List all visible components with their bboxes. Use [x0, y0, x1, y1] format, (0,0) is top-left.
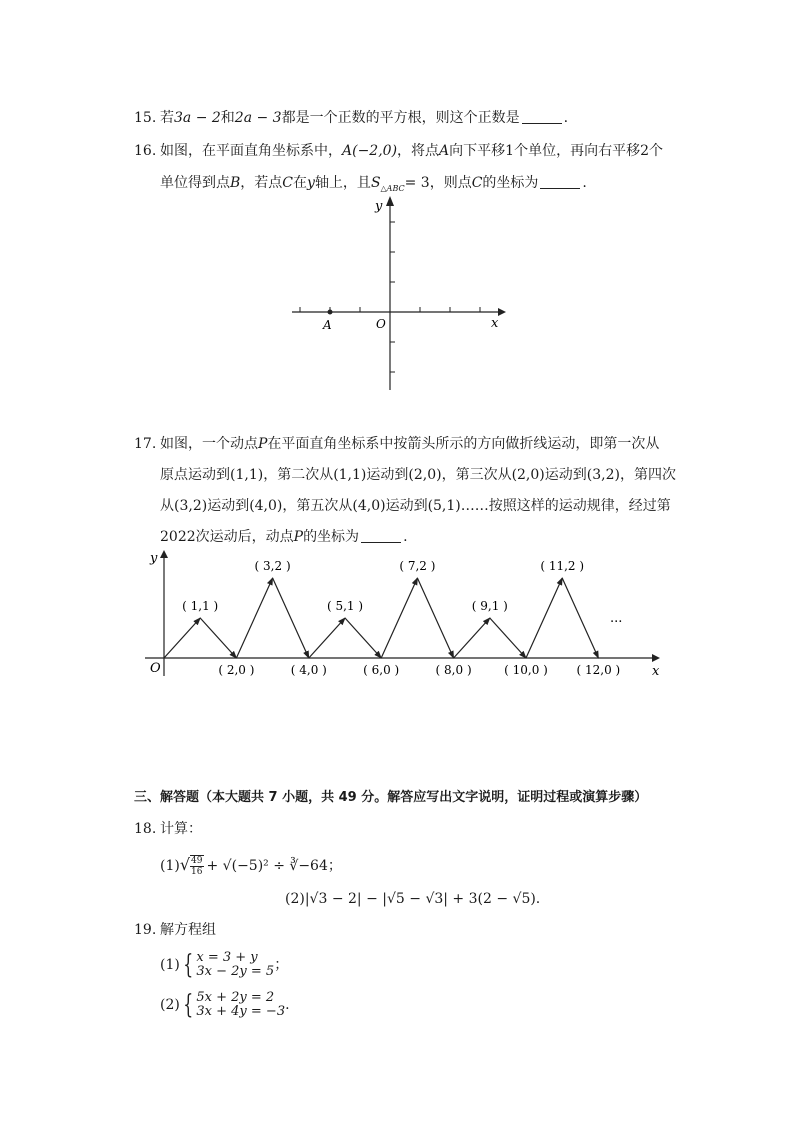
q17-y-arrow [160, 550, 168, 558]
q16-l2c: ，若点 [240, 175, 283, 191]
q19-p1-system [196, 951, 274, 979]
q16-l2j: = 3，则点 [404, 175, 472, 191]
q17-segment-6 [345, 618, 381, 658]
q19-title: 解方程组 [160, 922, 216, 938]
q16-l2a: 单位得到点 [160, 175, 230, 191]
q17-segment-3 [236, 578, 272, 658]
q17-segment-11 [526, 578, 562, 658]
q17-l1b: P [258, 436, 268, 452]
q18-number: 18. [134, 821, 157, 837]
q16-l2k: C [471, 175, 483, 191]
q15-text-b: 和 [220, 110, 235, 126]
q18-p1-expr: + √(−5)² ÷ ∛−64； [206, 858, 342, 874]
q17-motion-chart [140, 548, 670, 683]
q16-l2b: B [230, 175, 241, 191]
q17-segment-12 [562, 578, 598, 658]
q16-l2d: C [282, 175, 294, 191]
q17-point-label-12: ( 12,0 ) [576, 663, 621, 677]
q19-p2-system [196, 991, 285, 1019]
q17-segment-7 [381, 578, 417, 658]
q18-title: 计算： [160, 821, 202, 837]
q17-l1a: 如图，一个动点 [160, 436, 258, 452]
q19-p1-eq1: x = 3 + y [196, 950, 258, 965]
q16-area-s: S [370, 175, 381, 191]
q15-answer-blank[interactable] [522, 111, 562, 124]
q19-p2-eq2: 3x + 4y = −3 [196, 1004, 286, 1019]
q16-label-y: y [375, 199, 383, 214]
q17-point-label-4: ( 4,0 ) [290, 663, 327, 677]
q19-p2-eq1: 5x + 2y = 2 [196, 990, 275, 1005]
q19-p2-end: . [285, 997, 290, 1013]
q17-point-label-2: ( 2,0 ) [218, 663, 255, 677]
q16-l1c: ，将点 [397, 143, 440, 159]
q16-l1e: 向下平移1个单位，再向右平移2个 [449, 143, 663, 159]
q16-y-arrow [386, 196, 394, 206]
q16-l2e: 在 [293, 175, 308, 191]
q17-y-label: y [150, 551, 158, 566]
q16-point-a-dot [328, 310, 333, 315]
q19-p2-label: (2) [160, 997, 180, 1013]
q19-p1-end: ； [274, 957, 289, 973]
q18-p1-fraction [190, 855, 203, 877]
sqrt-icon: √ [179, 855, 191, 874]
q16-label-x: x [491, 316, 499, 331]
q17-l1c: 在平面直角坐标系中按箭头所示的方向做折线运动，即第一次从 [267, 436, 660, 452]
q17-point-label-11: ( 11,2 ) [540, 559, 585, 573]
q17-l4c: 的坐标为 [303, 529, 360, 545]
q16-label-o: O [376, 317, 386, 331]
q17-segment-5 [309, 618, 345, 658]
q18-p1-label: (1) [160, 858, 180, 874]
q16-area-sub: △ABC [380, 183, 405, 193]
q16-point-a: A(−2,0) [342, 143, 398, 159]
q17-point-label-5: ( 5,1 ) [326, 599, 364, 613]
q15-expr2: 2a − 3 [234, 110, 282, 126]
q17-segment-2 [200, 618, 236, 658]
q19-p1-label: (1) [160, 957, 180, 973]
q15-text-c: 都是一个正数的平方根，则这个正数是 [281, 110, 520, 126]
q17-point-label-6: ( 6,0 ) [363, 663, 400, 677]
q17-line2: 原点运动到(1,1)，第二次从(1,1)运动到(2,0)，第三次从(2,0)运动到(3,2)，第四次 [160, 467, 676, 483]
q19-part1 [160, 950, 288, 980]
q17-line4 [160, 529, 408, 545]
q17-point-label-1: ( 1,1 ) [182, 599, 219, 613]
q18-p1-denominator: 16 [191, 867, 203, 877]
q15-end: . [563, 110, 569, 126]
q16-line1 [160, 143, 663, 159]
q17-segment-9 [454, 618, 490, 658]
q17-ellipsis: ... [610, 611, 623, 626]
q17-point-label-3: ( 3,2 ) [254, 559, 291, 573]
q16-l2l: 的坐标为 [482, 175, 539, 191]
q17-point-label-7: ( 7,2 ) [399, 559, 436, 573]
brace-icon: { [183, 950, 194, 980]
q18-part2: (2)|√3 − 2| − |√5 − √3| + 3(2 − √5). [285, 891, 541, 907]
q16-l1d: A [439, 143, 450, 159]
q19-p1-eq2: 3x − 2y = 5 [196, 964, 275, 979]
q17-x-arrow [652, 654, 660, 662]
q17-l4b: P [293, 529, 304, 545]
q16-l2g: 轴上，且 [314, 175, 371, 191]
q16-l1a: 如图，在平面直角坐标系中， [160, 143, 342, 159]
q17-line3: 从(3,2)运动到(4,0)，第五次从(4,0)运动到(5,1)……按照这样的运动规律，经过第 [160, 498, 671, 514]
q19-part2 [160, 990, 290, 1020]
q16-end: . [582, 175, 587, 191]
brace-icon: { [183, 990, 194, 1020]
q15-number: 15. [134, 110, 157, 126]
q17-end: . [403, 529, 408, 545]
section-3-heading: 三、解答题（本大题共 7 小题，共 49 分。解答应写出文字说明，证明过程或演算步骤） [134, 790, 648, 805]
q17-point-label-8: ( 8,0 ) [435, 663, 472, 677]
q16-label-a: A [323, 318, 332, 332]
q18-p1-numerator: 49 [191, 856, 203, 866]
q16-l2f: y [307, 175, 315, 191]
q17-point-label-10: ( 10,0 ) [504, 663, 548, 677]
q18-part1 [160, 852, 342, 878]
q17-segment-8 [417, 578, 453, 658]
q17-answer-blank[interactable] [361, 530, 401, 543]
q19-number: 19. [134, 922, 157, 938]
q17-line1 [160, 436, 659, 452]
q17-x-label: x [652, 664, 660, 679]
q15-text-a: 若 [160, 110, 174, 126]
q17-segment-4 [273, 578, 309, 658]
q16-coordinate-figure [280, 192, 510, 397]
q17-segment-1 [164, 618, 200, 658]
q16-x-arrow [498, 308, 506, 316]
q16-answer-blank[interactable] [540, 176, 580, 189]
q17-l4a: 2022次运动后，动点 [160, 529, 294, 545]
q16-number: 16. [134, 143, 157, 159]
q15-text [160, 110, 568, 126]
q15-expr1: 3a − 2 [174, 110, 221, 126]
q17-origin-label: O [150, 661, 161, 676]
q17-segment-10 [490, 618, 526, 658]
q17-point-label-9: ( 9,1 ) [471, 599, 508, 613]
q17-number: 17. [134, 436, 157, 452]
